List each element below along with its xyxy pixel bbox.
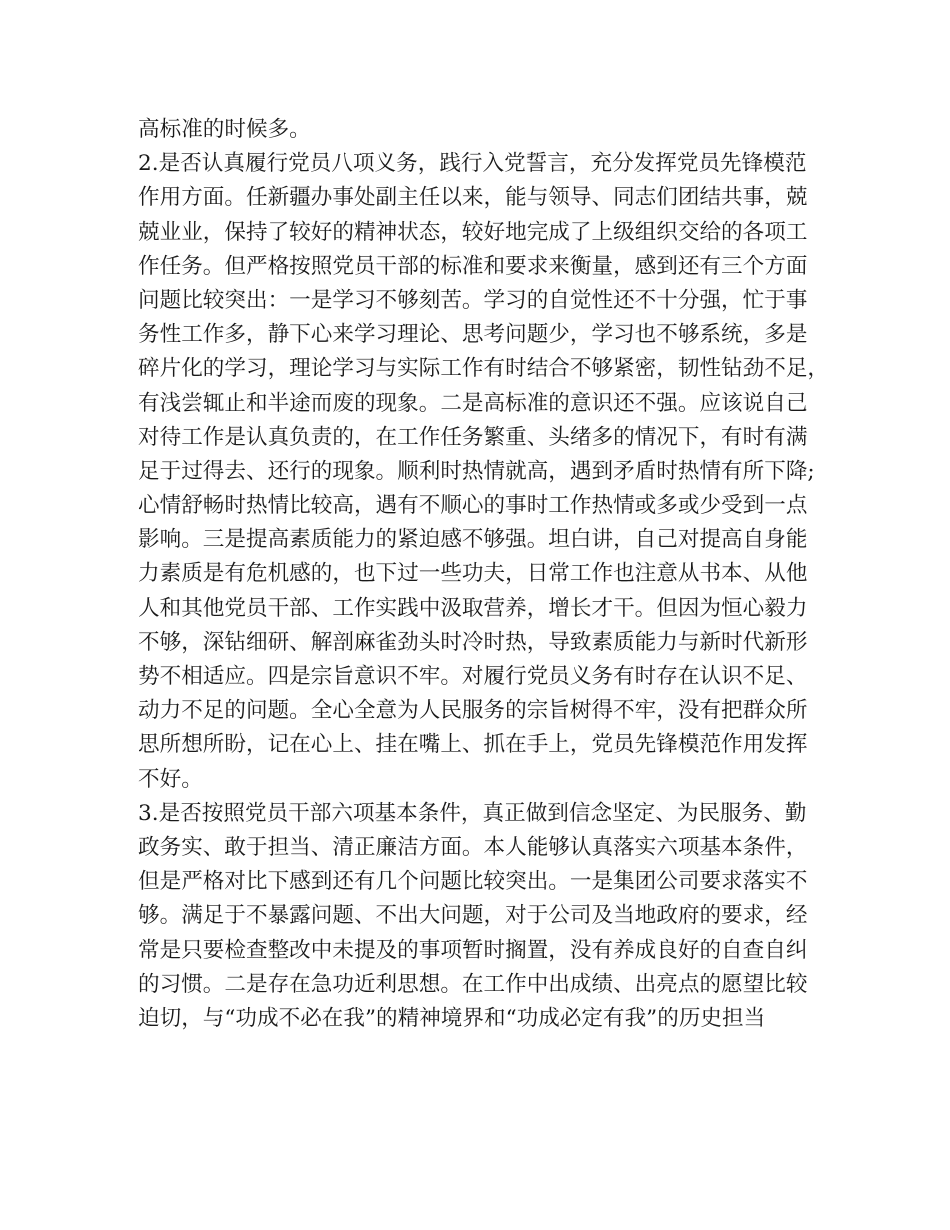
text-line: 有浅尝辄止和半途而废的现象。二是高标准的意识还不强。应该说自己	[138, 390, 808, 416]
text-line: 心情舒畅时热情比较高，遇有不顺心的事时工作热情或多或少受到一点	[138, 493, 808, 519]
text-line: 3.是否按照党员干部六项基本条件，真正做到信念坚定、为民服务、勤	[138, 800, 807, 826]
text-line: 迫切，与“功成不必在我”的精神境界和“功成必定有我”的历史担当	[138, 1005, 766, 1031]
text-line: 对待工作是认真负责的，在工作任务繁重、头绪多的情况下，有时有满	[138, 424, 808, 450]
text-line: 够。满足于不暴露问题、不出大问题，对于公司及当地政府的要求，经	[138, 903, 808, 929]
text-line: 足于过得去、还行的现象。顺利时热情就高，遇到矛盾时热情有所下降;	[138, 458, 815, 484]
text-line: 作用方面。任新疆办事处副主任以来，能与领导、同志们团结共事，兢	[138, 185, 808, 211]
text-line: 影响。三是提高素质能力的紧迫感不够强。坦白讲，自己对提高自身能	[138, 527, 808, 553]
text-line: 碎片化的学习，理论学习与实际工作有时结合不够紧密，韧性钻劲不足，	[138, 356, 830, 382]
text-line: 问题比较突出：一是学习不够刻苦。学习的自觉性还不十分强，忙于事	[138, 287, 808, 313]
text-line: 不够，深钻细研、解剖麻雀劲头时冷时热，导致素质能力与新时代新形	[138, 629, 808, 655]
text-line: 高标准的时候多。	[138, 117, 311, 142]
text-line: 不好。	[138, 766, 203, 792]
text-line: 动力不足的问题。全心全意为人民服务的宗旨树得不牢，没有把群众所	[138, 698, 808, 724]
text-line: 思所想所盼，记在心上、挂在嘴上、抓在手上，党员先锋模范作用发挥	[138, 732, 808, 758]
text-line: 兢业业，保持了较好的精神状态，较好地完成了上级组织交给的各项工	[138, 219, 808, 245]
text-line: 作任务。但严格按照党员干部的标准和要求来衡量，感到还有三个方面	[138, 253, 808, 279]
text-line: 常是只要检查整改中未提及的事项暂时搁置，没有养成良好的自查自纠	[138, 937, 808, 963]
text-line: 政务实、敢于担当、清正廉洁方面。本人能够认真落实六项基本条件，	[138, 834, 808, 860]
text-line: 力素质是有危机感的，也下过一些功夫，日常工作也注意从书本、从他	[138, 561, 808, 587]
text-line: 的习惯。二是存在急功近利思想。在工作中出成绩、出亮点的愿望比较	[138, 971, 808, 997]
text-line: 势不相适应。四是宗旨意识不牢。对履行党员义务有时存在认识不足、	[138, 664, 808, 689]
text-line: 2.是否认真履行党员八项义务，践行入党誓言，充分发挥党员先锋模范	[138, 151, 807, 177]
text-line: 人和其他党员干部、工作实践中汲取营养，增长才干。但因为恒心毅力	[138, 595, 808, 621]
text-line: 务性工作多，静下心来学习理论、思考问题少，学习也不够系统，多是	[138, 322, 808, 348]
text-line: 但是严格对比下感到还有几个问题比较突出。一是集团公司要求落实不	[138, 869, 808, 895]
document-body	[138, 113, 828, 1036]
